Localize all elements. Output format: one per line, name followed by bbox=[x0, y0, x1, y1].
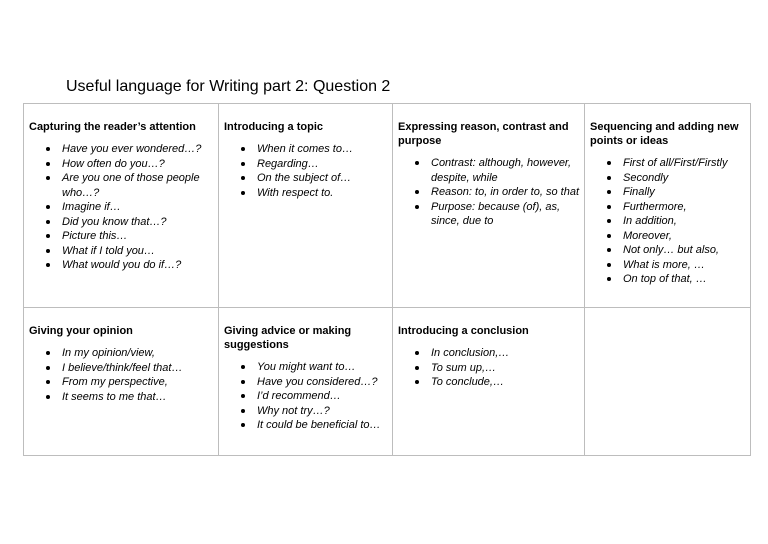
section-heading: Giving your opinion bbox=[29, 325, 133, 337]
phrase-list bbox=[590, 156, 745, 287]
list-item: You might want to… bbox=[241, 360, 387, 375]
table-row bbox=[24, 308, 751, 456]
cell-giving-advice bbox=[219, 308, 393, 456]
list-item bbox=[415, 156, 579, 185]
list-item: Imagine if… bbox=[46, 200, 213, 215]
list-item: I’d recommend… bbox=[241, 389, 387, 404]
list-item: What would you do if…? bbox=[46, 258, 213, 273]
list-item: Did you know that…? bbox=[46, 215, 213, 230]
section-heading: Introducing a conclusion bbox=[398, 325, 529, 337]
list-item: In addition, bbox=[607, 214, 745, 229]
list-item: Have you considered…? bbox=[241, 375, 387, 390]
section-heading: Introducing a topic bbox=[224, 121, 323, 133]
list-item: Picture this… bbox=[46, 229, 213, 244]
empty-cell bbox=[585, 308, 751, 456]
page-title: Useful language for Writing part 2: Question 2 bbox=[66, 78, 391, 95]
list-item: Are you one of those people who…? bbox=[46, 171, 213, 200]
list-item: What if I told you… bbox=[46, 244, 213, 259]
item-label: Contrast: bbox=[431, 157, 476, 169]
list-item: What is more, … bbox=[607, 258, 745, 273]
useful-language-table bbox=[23, 103, 751, 456]
list-item: First of all/First/Firstly bbox=[607, 156, 745, 171]
item-label: Reason: bbox=[431, 186, 472, 198]
cell-sequencing bbox=[585, 104, 751, 308]
phrase-list bbox=[398, 346, 579, 390]
item-label: Purpose: bbox=[431, 200, 476, 213]
list-item: How often do you…? bbox=[46, 157, 213, 172]
list-item: It could be beneficial to… bbox=[241, 418, 387, 433]
list-item: On the subject of… bbox=[241, 171, 387, 186]
section-heading: Capturing the reader’s attention bbox=[29, 121, 196, 133]
list-item: I believe/think/feel that… bbox=[46, 361, 213, 376]
phrase-list bbox=[398, 156, 579, 229]
item-text: because (of), as, since, due to bbox=[431, 200, 561, 227]
cell-giving-opinion bbox=[24, 308, 219, 456]
phrase-list bbox=[224, 360, 387, 433]
item-text: although, however, despite, while bbox=[431, 157, 572, 184]
section-heading: Sequencing and adding new points or ideas bbox=[590, 121, 739, 147]
list-item: When it comes to… bbox=[241, 142, 387, 157]
section-heading: Expressing reason, contrast and purpose bbox=[398, 121, 569, 147]
list-item: In conclusion,… bbox=[415, 346, 579, 361]
list-item: With respect to. bbox=[241, 186, 387, 201]
list-item: On top of that, … bbox=[607, 272, 745, 287]
list-item bbox=[415, 185, 579, 200]
list-item: Moreover, bbox=[607, 229, 745, 244]
list-item: Why not try…? bbox=[241, 404, 387, 419]
section-heading: Giving advice or making suggestions bbox=[224, 325, 352, 351]
cell-introducing-topic bbox=[219, 104, 393, 308]
phrase-list bbox=[29, 346, 213, 404]
list-item: From my perspective, bbox=[46, 375, 213, 390]
list-item: Have you ever wondered…? bbox=[46, 142, 213, 157]
list-item bbox=[415, 200, 579, 229]
phrase-list bbox=[29, 142, 213, 273]
cell-introducing-conclusion bbox=[393, 308, 585, 456]
phrase-list bbox=[224, 142, 387, 200]
list-item: To conclude,… bbox=[415, 375, 579, 390]
cell-capturing-attention bbox=[24, 104, 219, 308]
list-item: Secondly bbox=[607, 171, 745, 186]
list-item: To sum up,… bbox=[415, 361, 579, 376]
list-item: In my opinion/view, bbox=[46, 346, 213, 361]
list-item: Regarding… bbox=[241, 157, 387, 172]
list-item: It seems to me that… bbox=[46, 390, 213, 405]
cell-reason-contrast-purpose bbox=[393, 104, 585, 308]
table-row bbox=[24, 104, 751, 308]
list-item: Finally bbox=[607, 185, 745, 200]
list-item: Not only… but also, bbox=[607, 243, 745, 258]
list-item: Furthermore, bbox=[607, 200, 745, 215]
item-text: to, in order to, so that bbox=[475, 186, 579, 198]
